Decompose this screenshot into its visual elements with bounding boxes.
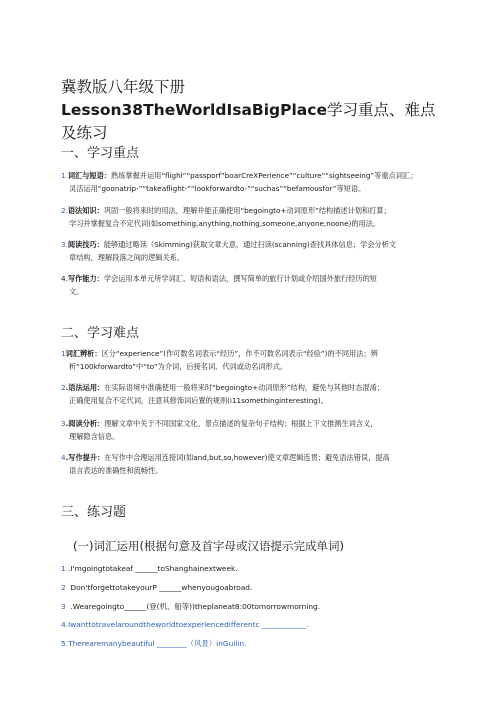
- item-text-cont: 析“100kforwardto”中“to”为介词，后接名词、代词或动名词形式。: [69, 361, 288, 371]
- section1-heading: 一、学习重点: [61, 146, 140, 161]
- item-number: 4.: [61, 274, 68, 283]
- item-text: 熟练掌握并运用“flighl”“passporf”boarCreXPerience”“culture”“sightseeing”等重点词汇；: [111, 171, 418, 180]
- item-label: .语法运用：: [65, 383, 105, 392]
- difficulty-item: [61, 452, 441, 477]
- item-number: 3.: [61, 240, 68, 249]
- exercise-number: 5.: [61, 639, 69, 648]
- item-label: 词汇辨析：: [65, 349, 102, 358]
- exercise-item: [61, 564, 441, 574]
- difficulty-item: [61, 418, 441, 443]
- item-text: 理解文章中关于不同国家文化、景点描述的复杂句子结构；根据上下文推测生词含义，: [104, 419, 378, 428]
- key-point-item: [61, 273, 441, 298]
- key-point-item: [61, 170, 441, 195]
- exercise-number: 1: [61, 564, 66, 573]
- item-text-cont: 灵活运用“goonatrip-”“takeaflight-”“lookforwardto-”“suchas”“befamousfor”等短语。: [69, 183, 366, 193]
- exercise-item: [61, 620, 441, 630]
- section2-heading: 二、学习难点: [61, 326, 140, 341]
- exercise-number: 2: [61, 583, 66, 592]
- key-point-item: [61, 205, 441, 230]
- exercise-item: [61, 639, 441, 649]
- item-text: 巩固一般将来时的用法，理解并能正确使用“begoingto+动词原形”结构描述计划和打算；: [103, 206, 391, 215]
- exercise-text: .Wearegoingto______(登(机、船等))theplaneat8:00tomorrowmorning.: [70, 602, 321, 611]
- item-number: 3: [61, 419, 66, 428]
- exercise-text: Don'tforgettotakeyourP ______whenyougoabroad.: [70, 583, 253, 592]
- exercise-item: [61, 602, 441, 612]
- item-text: 能够通过略读（Skimming)获取文章大意，通过扫读(scanning)查找具体信息；学会分析文: [103, 240, 397, 249]
- item-label: 语法知识：: [67, 206, 104, 215]
- item-text-cont: 理解隐含信息。: [69, 431, 120, 441]
- item-text-cont: 章结构，理解段落之间的逻辑关系。: [69, 252, 185, 262]
- title-prefix: 冀教版八年级下册: [61, 78, 186, 96]
- item-number: 1.: [61, 171, 68, 180]
- item-label: 写作能力：: [67, 274, 104, 283]
- exercise-item: [61, 583, 441, 593]
- item-label: .阅读分析：: [65, 419, 105, 428]
- key-point-item: [61, 239, 441, 264]
- exercise-text: .I'mgoingtotakeaf ______toShanghainextweek.: [68, 564, 238, 573]
- exercise-subheading: (一)词汇运用(根据句意及首字母或汉语提示完成单词): [73, 539, 344, 553]
- item-text: 区分“experience”(作可数名词表示“经历”，作不可数名词表示“经验”)的不同用法；辨: [101, 349, 378, 358]
- item-text: 在写作中合理运用连接词(如and,but,so,however)使文章逻辑连贯；避免语法错误，提高: [104, 453, 390, 462]
- item-label: 词汇与短语：: [67, 171, 111, 180]
- page-title: [61, 76, 446, 145]
- item-number: 2: [61, 383, 66, 392]
- item-text-cont: 学习并掌握复合不定代词(如something,anything,nothing,someone,anyone,noone)的用法。: [69, 218, 381, 228]
- exercise-number: 3: [61, 602, 66, 611]
- difficulty-item: [61, 348, 441, 373]
- item-text: 学会运用本单元所学词汇、短语和语法，撰写简单的旅行计划或介绍国外旅行经历的短: [103, 274, 377, 283]
- item-text-cont: 正确使用复合不定代词，注意其修饰词后置的规则(i11somethinginteresting)。: [69, 395, 328, 405]
- item-number: 2.: [61, 206, 68, 215]
- item-label: 阅读技巧：: [67, 240, 104, 249]
- title-bold: Lesson38TheWorldIsaBigPlace: [61, 101, 327, 119]
- item-text-cont: 文。: [69, 286, 84, 296]
- title-suffix: 学习重点、难点及练习: [61, 101, 436, 142]
- exercise-text: Iwanttotravelaroundtheworldtoexperiencedifferentc ____________.: [68, 620, 309, 629]
- item-label: .写作提升：: [65, 453, 105, 462]
- exercise-text: Therearemanybeautiful ________（风景）inGuilin.: [68, 639, 247, 648]
- item-number: 1: [61, 349, 66, 358]
- section3-heading: 三、练习题: [61, 505, 127, 520]
- item-text: 在实际语境中准确使用一般将来时“begoingto+动词原形”结构，避免与其他时态混淆；: [104, 383, 384, 392]
- item-text-cont: 语言表达的准确性和流畅性。: [69, 465, 163, 475]
- item-number: 4: [61, 453, 66, 462]
- difficulty-item: [61, 382, 441, 407]
- exercise-number: 4.: [61, 620, 69, 629]
